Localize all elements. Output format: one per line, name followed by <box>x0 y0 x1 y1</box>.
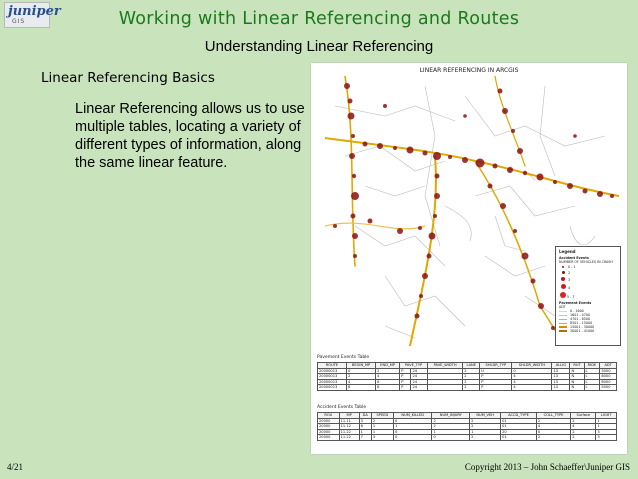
body-paragraph: Linear Referencing allows us to use multiple tables, locating a variety of different types of information, along the same linear feature. <box>75 101 305 171</box>
table-cell: 8 <box>376 385 400 391</box>
accident-table-label: Accident Events Table <box>317 405 367 410</box>
col-header: ALLIG <box>552 363 570 369</box>
table-cell: 3 <box>596 435 617 441</box>
table-cell: P <box>400 368 411 374</box>
page-number: 4/21 <box>7 462 24 472</box>
legend-pavement-sub: ADT <box>559 305 566 309</box>
table-cell: 2 <box>463 374 480 380</box>
table-cell: N <box>570 379 584 385</box>
table-cell: P <box>480 379 512 385</box>
table-cell: 3000 <box>600 368 617 374</box>
table-cell: 6 <box>376 379 400 385</box>
table-cell: L <box>584 374 600 380</box>
col-header: NUM_INJURY <box>432 413 470 419</box>
col-header: ADT <box>600 363 617 369</box>
legend-pavement-title: Pavement Events <box>559 301 592 305</box>
table-cell <box>427 385 462 391</box>
legend-pavement-label: 0 - 1600 <box>570 309 584 313</box>
table-row <box>318 385 617 391</box>
col-header: NUM_VEH <box>470 413 501 419</box>
table-cell: N <box>570 368 584 374</box>
legend-pavement-label: 30001 - 41000 <box>570 329 595 333</box>
legend-accident-item <box>556 291 620 300</box>
col-header: PAVE_WIDTH <box>427 363 462 369</box>
section-heading: Linear Referencing Basics <box>41 70 215 86</box>
col-header: ROUTE <box>318 363 347 369</box>
table-cell: 3 <box>596 429 617 435</box>
accident-symbol-icon <box>560 292 566 298</box>
figure-title: LINEAR REFERENCING IN ARCGIS <box>419 67 519 74</box>
table-cell: L <box>584 379 600 385</box>
table-cell: P <box>400 374 411 380</box>
table-cell: N <box>570 385 584 391</box>
col-header: ROU <box>318 413 340 419</box>
table-cell: 2 <box>347 374 376 380</box>
table-cell: 2 <box>470 435 501 441</box>
legend-pavement-label: 8501 - 15000 <box>570 321 593 325</box>
col-header: END_MP <box>376 363 400 369</box>
table-cell: 4 <box>512 385 552 391</box>
pavement-line-icon <box>559 330 567 332</box>
table-cell: 3 <box>359 418 371 424</box>
table-cell: N <box>570 374 584 380</box>
col-header: MP <box>339 413 359 419</box>
table-cell: 1 <box>393 424 432 430</box>
table-cell: 2 <box>463 385 480 391</box>
table-cell: P <box>480 385 512 391</box>
slide-subtitle: Understanding Linear Referencing <box>204 38 434 55</box>
table-cell: 13 <box>552 379 570 385</box>
col-header: RUT <box>570 363 584 369</box>
table-cell: 1 <box>371 429 393 435</box>
slide-title: Working with Linear Referencing and Routes <box>118 9 520 29</box>
table-cell: 6 <box>359 424 371 430</box>
accident-symbol-icon <box>561 284 566 289</box>
col-header: Surface <box>571 413 596 419</box>
pavement-line-icon <box>559 315 567 316</box>
table-cell: 1 <box>470 429 501 435</box>
table-cell: 1 <box>432 429 470 435</box>
table-cell: 4 <box>512 374 552 380</box>
table-cell: 20000013 <box>318 374 347 380</box>
accident-symbol-icon <box>562 266 564 268</box>
table-cell: P <box>480 374 512 380</box>
pavement-line-icon <box>559 326 567 328</box>
col-header: ACCD_TYPE <box>501 413 537 419</box>
table-cell: 20000 <box>318 424 340 430</box>
col-header: NUM_KILLED <box>393 413 432 419</box>
pavement-line-icon <box>559 319 567 320</box>
logo-wordmark: juniper <box>8 4 61 19</box>
col-header: BEGIN_MP <box>347 363 376 369</box>
table-cell: 2 <box>432 424 470 430</box>
table-cell: 2 <box>463 368 480 374</box>
col-header: RIDE <box>584 363 600 369</box>
col-header: LANE <box>463 363 480 369</box>
table-cell: 24 <box>411 368 427 374</box>
legend-accident-label: 3 <box>568 278 571 282</box>
table-cell: 20000 <box>318 429 340 435</box>
table-cell: 7 <box>359 435 371 441</box>
table-cell: 20000013 <box>318 385 347 391</box>
table-cell: 13 <box>552 368 570 374</box>
legend-accident-item <box>556 283 620 291</box>
table-cell: 4 <box>536 424 570 430</box>
legend-accident-item <box>556 276 620 283</box>
accident-symbol-icon <box>562 271 565 274</box>
table-cell: 2 <box>536 435 570 441</box>
table-cell: 11.12 <box>339 424 359 430</box>
legend-title: Legend <box>559 249 576 254</box>
map-legend <box>555 246 621 346</box>
table-cell: 01 <box>501 435 537 441</box>
pavement-line-icon <box>559 323 567 324</box>
table-cell: 2 <box>571 435 596 441</box>
legend-accident-label: 4 <box>568 286 571 290</box>
legend-accident-label: 2 <box>568 271 571 275</box>
legend-pavement-label: 4701 - 8500 <box>570 317 591 321</box>
table-row <box>318 435 617 441</box>
table-cell: 1 <box>596 418 617 424</box>
accident-events-table <box>317 412 617 441</box>
table-cell: 20000 <box>318 435 340 441</box>
pavement-line-icon <box>559 311 567 312</box>
table-cell: 4 <box>512 379 552 385</box>
table-cell: L <box>584 368 600 374</box>
table-cell: 01 <box>501 424 537 430</box>
table-cell: 2 <box>463 379 480 385</box>
table-cell: 1 <box>596 424 617 430</box>
table-cell: 0 <box>393 435 432 441</box>
table-cell: 20000013 <box>318 379 347 385</box>
table-cell: 24 <box>411 374 427 380</box>
table-cell: 2 <box>536 418 570 424</box>
table-cell: 24 <box>411 379 427 385</box>
table-cell: 2 <box>371 418 393 424</box>
table-cell: 0 <box>393 429 432 435</box>
table-cell: 5000 <box>600 385 617 391</box>
col-header: COLL_TYPE <box>536 413 570 419</box>
table-cell: 0 <box>432 435 470 441</box>
legend-pavement-label: 15001 - 30000 <box>570 325 595 329</box>
table-cell: 2 <box>470 424 501 430</box>
legend-pavement-item <box>556 329 620 333</box>
table-cell: P <box>400 385 411 391</box>
legend-accident-label: 5 - 7 <box>567 295 575 299</box>
table-cell: 4 <box>376 374 400 380</box>
table-cell: 01 <box>501 418 537 424</box>
table-cell: U <box>480 368 512 374</box>
table-cell: 20000013 <box>318 368 347 374</box>
logo-sub: GIS <box>12 18 26 25</box>
pavement-table-label: Pavement Events Table <box>317 355 370 360</box>
table-cell: 0 <box>347 368 376 374</box>
col-header: SHLDR_WIDTH <box>512 363 552 369</box>
col-header: PAVE_TYP <box>400 363 428 369</box>
table-cell: 20 <box>501 429 537 435</box>
table-cell: 0 <box>393 418 432 424</box>
table-cell: 11.11 <box>339 418 359 424</box>
table-cell: 2 <box>432 418 470 424</box>
table-cell: 13 <box>552 374 570 380</box>
legend-accident-title: Accident Events <box>559 256 589 260</box>
table-cell: 2 <box>571 418 596 424</box>
table-cell: 4 <box>347 379 376 385</box>
table-cell: 3 <box>371 435 393 441</box>
table-cell: 13 <box>552 385 570 391</box>
table-cell: 2 <box>376 368 400 374</box>
table-cell: L <box>584 385 600 391</box>
accident-symbol-icon <box>561 277 565 281</box>
col-header: LIGHT <box>596 413 617 419</box>
table-cell: 4 <box>571 424 596 430</box>
table-cell: 1 <box>371 424 393 430</box>
table-cell: 6000 <box>600 379 617 385</box>
table-cell: 0 <box>536 429 570 435</box>
pavement-events-table <box>317 362 617 391</box>
table-cell: 11.22 <box>339 429 359 435</box>
table-cell: P <box>400 379 411 385</box>
legend-accident-label: 0 - 1 <box>568 265 576 269</box>
col-header: DA <box>359 413 371 419</box>
copyright: Copyright 2013 – John Schaeffer\Juniper GIS <box>464 462 630 472</box>
legend-accident-sub: NUMBER OF VEHICLES IN CRASH <box>559 260 613 264</box>
route-map <box>325 76 619 346</box>
table-cell: 11.22 <box>339 435 359 441</box>
arcgis-figure <box>311 63 627 454</box>
table-cell: 2 <box>470 418 501 424</box>
col-header: SHLDR_TYP <box>480 363 512 369</box>
legend-pavement-label: 1601 - 4700 <box>570 313 591 317</box>
table-cell: 6 <box>347 385 376 391</box>
table-cell: 2 <box>571 429 596 435</box>
col-header: SPEED <box>371 413 393 419</box>
table-cell: 1 <box>359 429 371 435</box>
table-cell: 0 <box>512 368 552 374</box>
table-cell: 24 <box>411 385 427 391</box>
table-cell: 8000 <box>600 374 617 380</box>
table-cell: 20000 <box>318 418 340 424</box>
